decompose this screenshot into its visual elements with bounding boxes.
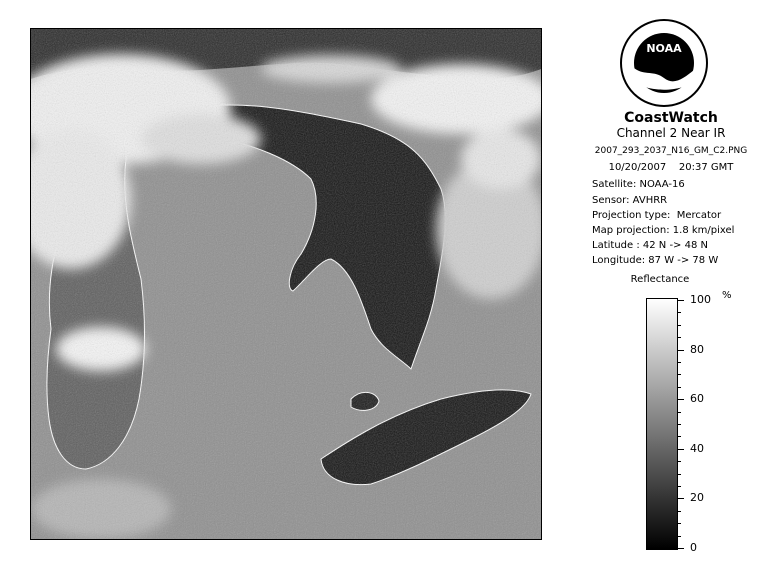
colorbar-tick-label: 100 — [690, 293, 711, 306]
latitude-range: Latitude : 42 N -> 48 N — [592, 240, 708, 251]
colorbar-title: Reflectance — [630, 274, 690, 285]
colorbar-minor-tick — [678, 374, 681, 375]
brand-title: CoastWatch — [624, 110, 718, 126]
colorbar-minor-tick — [678, 337, 681, 338]
image-texture — [31, 29, 541, 539]
colorbar-tick-label: 40 — [690, 441, 704, 455]
sensor-info: Sensor: AVHRR — [592, 195, 668, 206]
colorbar-tick — [678, 548, 684, 549]
colorbar-minor-tick — [678, 474, 681, 475]
colorbar-minor-tick — [678, 536, 681, 537]
colorbar-minor-tick — [678, 424, 681, 425]
noaa-logo-icon — [619, 18, 709, 108]
map-image — [31, 29, 541, 539]
colorbar-unit: % — [722, 290, 732, 301]
colorbar-tick-label: 80 — [690, 342, 704, 356]
colorbar-minor-tick — [678, 412, 681, 413]
colorbar-tick — [678, 498, 684, 499]
longitude-range: Longitude: 87 W -> 78 W — [592, 255, 719, 266]
colorbar-tick-label: 0 — [690, 541, 697, 554]
colorbar-tick — [678, 300, 684, 301]
colorbar-tick — [678, 350, 684, 351]
colorbar-minor-tick — [678, 312, 681, 313]
reflectance-colorbar — [646, 298, 678, 550]
colorbar-minor-tick — [678, 523, 681, 524]
colorbar-minor-tick — [678, 486, 681, 487]
satellite-info: Satellite: NOAA-16 — [592, 179, 685, 190]
colorbar-tick-label: 20 — [690, 491, 704, 505]
map-projection: Map projection: 1.8 km/pixel — [592, 225, 735, 236]
projection-type: Projection type: Mercator — [592, 210, 722, 221]
date-time: 10/20/2007 20:37 GMT — [608, 162, 734, 173]
colorbar-minor-tick — [678, 325, 681, 326]
colorbar-minor-tick — [678, 436, 681, 437]
colorbar-minor-tick — [678, 461, 681, 462]
colorbar-tick — [678, 449, 684, 450]
satellite-map — [30, 28, 542, 540]
channel-label: Channel 2 Near IR — [616, 126, 726, 140]
colorbar-minor-tick — [678, 511, 681, 512]
svg-text:NOAA: NOAA — [646, 42, 682, 55]
file-name: 2007_293_2037_N16_GM_C2.PNG — [594, 146, 748, 156]
colorbar-minor-tick — [678, 362, 681, 363]
colorbar-tick-label: 60 — [690, 392, 704, 406]
colorbar-tick — [678, 399, 684, 400]
colorbar-minor-tick — [678, 387, 681, 388]
